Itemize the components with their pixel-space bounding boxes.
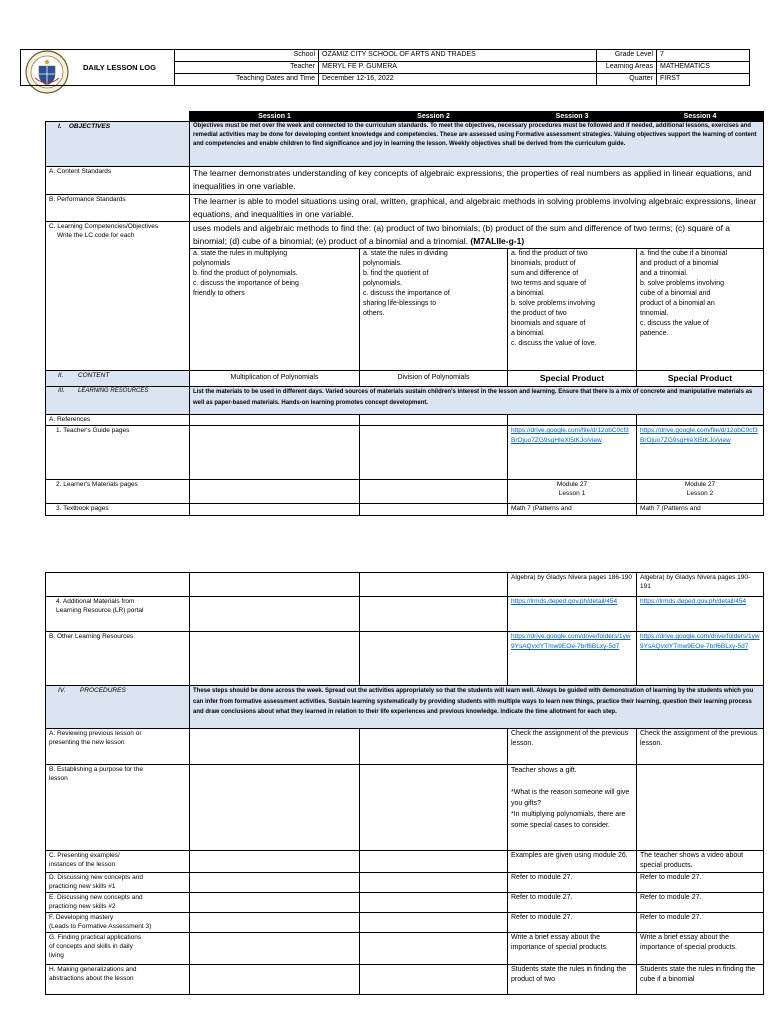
procedure-b-label: B. Establishing a purpose for the lesson (46, 765, 190, 851)
other-resources-link-4[interactable]: https://drive.google.com/drive/folders/1yw9YsAQvxIYTmw9EOe-7brf6BLxy-5d7 (637, 632, 764, 686)
school-value: OZAMIZ CITY SCHOOL OF ARTS AND TRADES (319, 50, 597, 62)
resources-text: List the materials to be used in different days. Varied sources of materials sustain children's interest in the lesson and learning. Ensure that there is a mix of concrete and manipulative materials as well as paper-based materials. Hands-on learning promotes concept development. (190, 387, 764, 415)
procedure-h-label: H. Making generalizations and abstractions about the lesson (46, 965, 190, 995)
competencies-session-3: a. find the product of two binomials, product of sum and difference of two terms and square of a binomial. b. solve problems involving the product of two binomials and square of a binomial. c. discuss the value of love. (508, 249, 637, 371)
additional-materials-label: 4. Additional Materials from Learning Resource (LR) portal (46, 597, 190, 632)
procedure-b-session-4 (637, 765, 764, 851)
procedure-f-session-4: Refer to module 27. (637, 913, 764, 933)
procedure-e-session-4: Refer to module 27. (637, 893, 764, 913)
dates-label: Teaching Dates and Time (175, 74, 319, 86)
textbook-session-3: Math 7 (Patterns and (508, 504, 637, 516)
procedure-e-label: E. Discussing new concepts and practicing new skills #2 (46, 893, 190, 913)
procedure-f-session-3: Refer to module 27. (508, 913, 637, 933)
procedure-d-label: D. Discussing new concepts and practicing new skills #1 (46, 873, 190, 893)
competencies-session-2: a. state the rules in dividing polynomials. b. find the quotient of polynomials. c. discuss the importance of sharing life-blessings to others. (360, 249, 508, 371)
resources-label: III. LEARNING RESOURCES (46, 387, 190, 415)
procedure-c-session-4: The teacher shows a video about special products. (637, 851, 764, 873)
areas-label: Learning Areas (597, 62, 657, 74)
procedure-g-label: G. Finding practical applications of concepts and skills in daily living (46, 933, 190, 965)
teachers-guide-label: 1. Teacher's Guide pages (46, 426, 190, 480)
lesson-table-page-1 (45, 111, 764, 516)
learners-materials-session-3: Module 27 Lesson 1 (508, 480, 637, 504)
procedures-text: These steps should be done across the week. Spread out the activities appropriately so that the students will learn well. Always be guided with demonstration of learning by the students which you can infer from formative assessment activities. Sustain learning systematically by providing students with multiple ways to learn new things, practice their learning, question their learning process and draw conclusions about what they learned in relation to their life experiences and previous knowledge. Indicate the time allotment for each step. (190, 686, 764, 729)
learners-materials-label: 2. Learner's Materials pages (46, 480, 190, 504)
objectives-text: Objectives must be met over the week and connected to the curriculum standards. To meet the objectives, necessary procedures must be followed and if needed, additional lessons, exercises and remedial activities may be done for developing content knowledge and competencies. These are assessed using Formative assessment strategies. Valuing objectives support the learning of content and competencies and enable children to find significance and joy in learning the lesson. Weekly objectives shall be derived from the curriculum guide. (190, 122, 764, 167)
procedure-c-session-3: Examples are given using module 26. (508, 851, 637, 873)
procedure-a-label: A. Reviewing previous lesson or presenting the new lesson (46, 729, 190, 765)
procedure-g-session-3: Write a brief essay about the importance of special products. (508, 933, 637, 965)
header-table (20, 49, 750, 86)
dates-value: December 12-16, 2022 (319, 74, 597, 86)
objectives-label: I. OBJECTIVES (46, 122, 190, 167)
procedure-d-session-3: Refer to module 27. (508, 873, 637, 893)
textbook-label: 3. Textbook pages (46, 504, 190, 516)
learners-materials-session-4: Module 27 Lesson 2 (637, 480, 764, 504)
content-session-1: Multiplication of Polynomials (190, 371, 360, 387)
quarter-value: FIRST (657, 74, 750, 86)
content-standards-text: The learner demonstrates understanding of key concepts of algebraic expressions, the properties of real numbers as applied in linear equations, and inequalities in one variable. (190, 167, 764, 195)
school-label: School (175, 50, 319, 62)
competencies-session-1: a. state the rules in multiplying polynomials b. find the product of polynomials. c. discuss the importance of being friendly to others (190, 249, 360, 371)
session-header-1: Session 1 (190, 112, 360, 122)
content-session-2: Division of Polynomials (360, 371, 508, 387)
lr-portal-link-4[interactable]: https://lrmds.deped.gov.ph/detail/454 (637, 597, 764, 632)
teachers-guide-link-4[interactable]: https://drive.google.com/file/d/12obC0cf3BrOjuo7ZG9sgHIeXl5tKJo/view (637, 426, 764, 480)
content-session-4: Special Product (637, 371, 764, 387)
other-resources-link-3[interactable]: https://drive.google.com/drive/folders/1yw9YsAQvxIYTmw9EOe-7brf6BLxy-5d7 (508, 632, 637, 686)
competencies-text: uses models and algebraic methods to find the: (a) product of two binomials; (b) product of the sum and difference of two terms; (c) square of a binomial; (d) cube of a binomial; (e) product of a binomial and a trinomial. (M7ALIIe-g-1) (190, 222, 764, 249)
session-header-4: Session 4 (637, 112, 764, 122)
grade-label: Grade Level (597, 50, 657, 62)
session-header-2: Session 2 (360, 112, 508, 122)
grade-value: 7 (657, 50, 750, 62)
procedure-a-session-3: Check the assignment of the previous lesson. (508, 729, 637, 765)
header-blank (46, 112, 190, 122)
performance-standards-label: B. Performance Standards (46, 195, 190, 222)
teachers-guide-link-3[interactable]: https://drive.google.com/file/d/12obC0cf3BrOjuo7ZG9sgHIeXl5tKJo/view (508, 426, 637, 480)
teacher-label: Teacher (175, 62, 319, 74)
procedures-label: IV. PROCEDURES (46, 686, 190, 729)
references-label: A. References (46, 415, 190, 426)
procedure-h-session-4: Students state the rules in finding the cube if a binomial (637, 965, 764, 995)
content-session-3: Special Product (508, 371, 637, 387)
textbook-session-4: Math 7 (Patterns and (637, 504, 764, 516)
quarter-label: Quarter (597, 74, 657, 86)
procedure-b-session-3: Teacher shows a gift. *What is the reason someone will give you gifts? *In multiplying polynomials, there are some special cases to consider. (508, 765, 637, 851)
procedure-c-label: C. Presenting examples/ instances of the lesson (46, 851, 190, 873)
performance-standards-text: The learner is able to model situations using oral, written, graphical, and algebraic methods in solving problems involving algebraic expressions, linear equations, and inequalities in one variable. (190, 195, 764, 222)
procedure-a-session-4: Check the assignment of the previous lesson. (637, 729, 764, 765)
lr-portal-link-3[interactable]: https://lrmds.deped.gov.ph/detail/454 (508, 597, 637, 632)
competencies-session-4: a. find the cube if a binomial and product of a binomial and a trinomial. b. solve problems involving cube of a binomial and product of a binomial an trinomial. c. discuss the value of patience. (637, 249, 764, 371)
content-standards-label: A. Content Standards (46, 167, 190, 195)
competencies-label: C. Learning Competencies/Objectives Write the LC code for each (46, 222, 190, 371)
other-resources-label: B. Other Learning Resources (46, 632, 190, 686)
textbook-cont-session-4: Algebra) by Gladys Nivera pages 190-191 (637, 573, 764, 597)
session-header-3: Session 3 (508, 112, 637, 122)
doc-title: DAILY LESSON LOG (21, 50, 175, 86)
teacher-value: MERYL FE P. GUMERA (319, 62, 597, 74)
procedure-e-session-3: Refer to module 27. (508, 893, 637, 913)
procedure-g-session-4: Write a brief essay about the importance of special products. (637, 933, 764, 965)
lesson-table-page-2 (45, 572, 764, 995)
procedure-f-label: F. Developing mastery (Leads to Formative Assessment 3) (46, 913, 190, 933)
content-label: II. CONTENT (46, 371, 190, 387)
textbook-cont-session-3: Algebra) by Gladys Nivera pages 186-190 (508, 573, 637, 597)
areas-value: MATHEMATICS (657, 62, 750, 74)
procedure-h-session-3: Students state the rules in finding the product of two (508, 965, 637, 995)
procedure-d-session-4: Refer to module 27. (637, 873, 764, 893)
